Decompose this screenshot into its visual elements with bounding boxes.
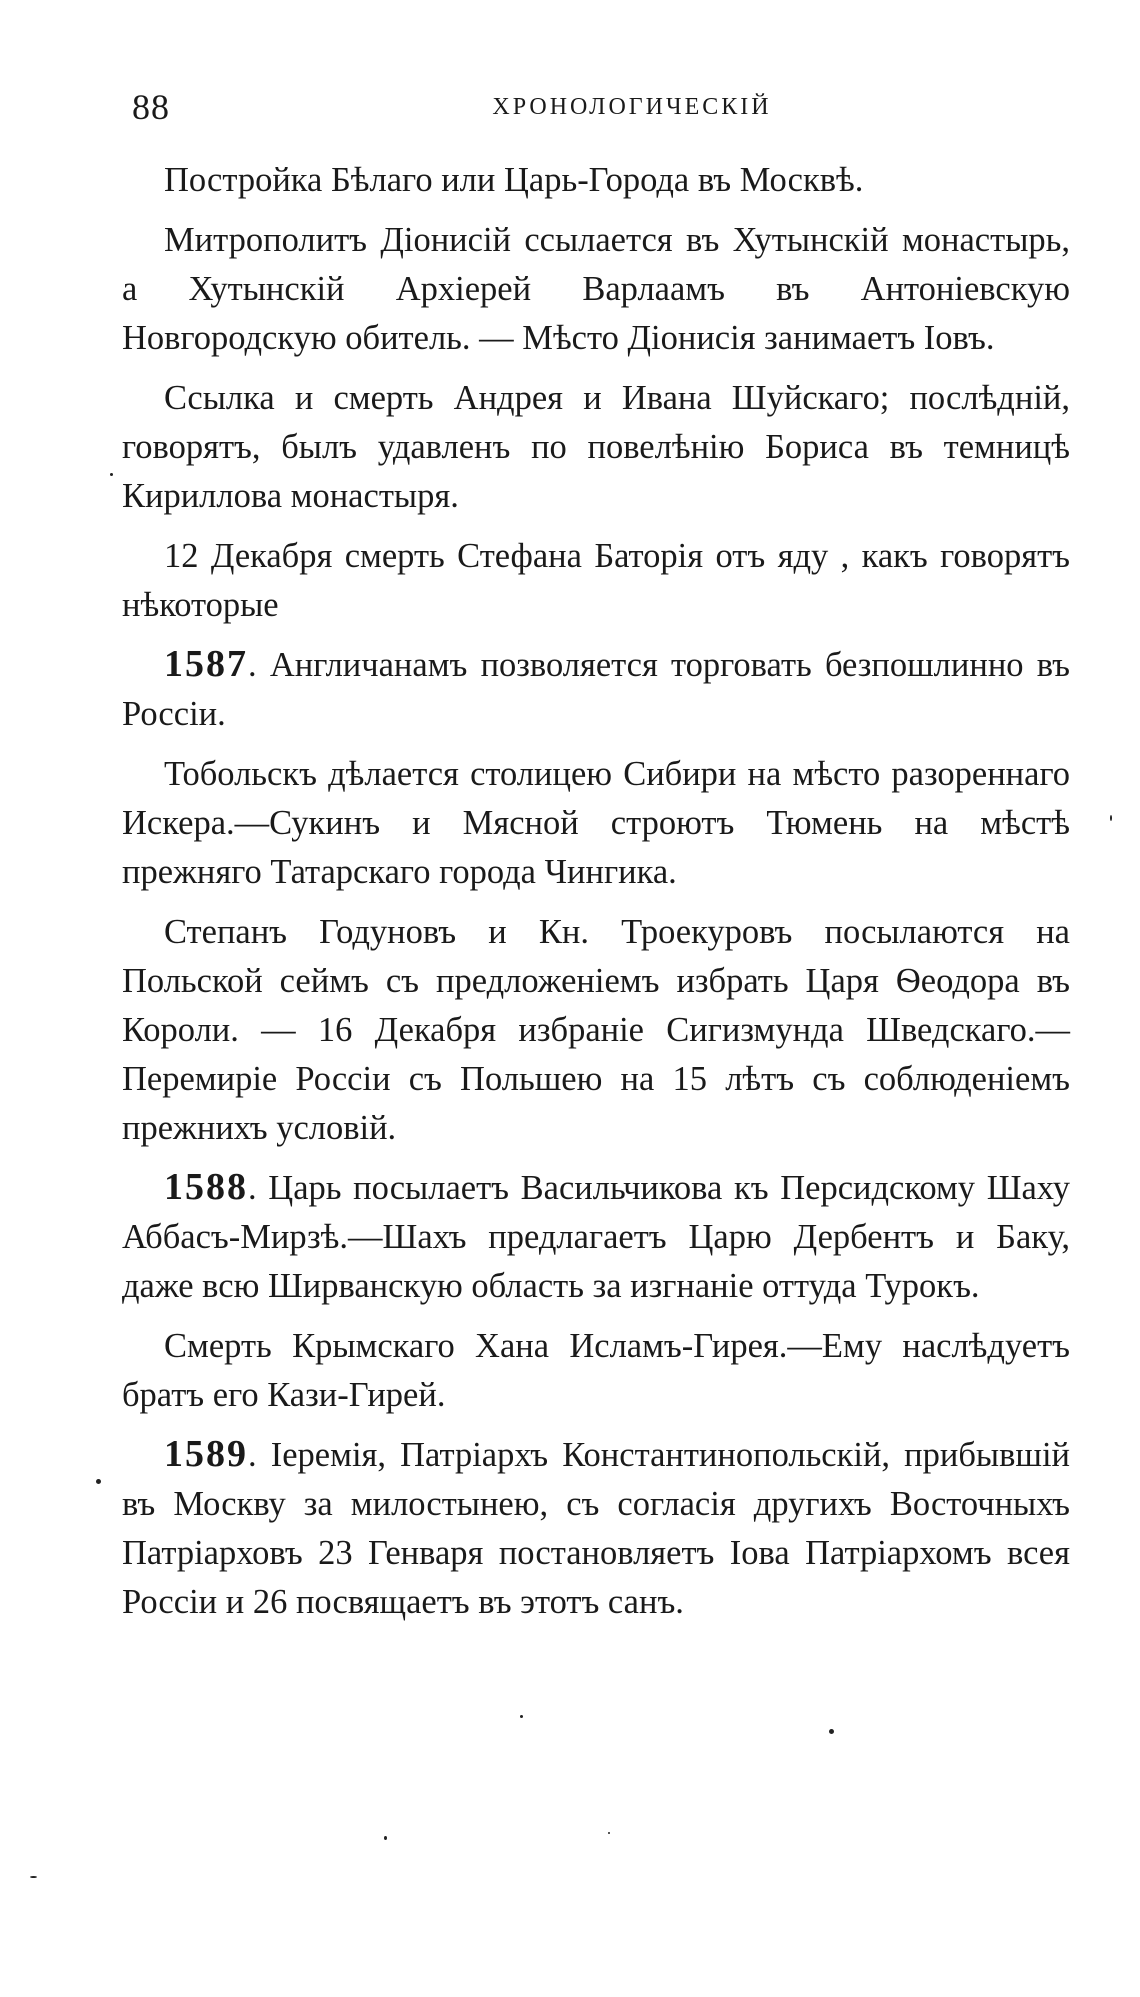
paragraph-text: 12 Декабря смерть Стефана Баторія отъ яду , какъ говорятъ нѣкоторые [122,537,1070,624]
page-number: 88 [132,87,170,127]
scan-speck [829,1729,834,1734]
paragraph-10 [122,1430,1070,1627]
scan-speck [110,473,113,476]
scan-speck [30,1876,37,1878]
scan-speck [520,1715,523,1718]
paragraph-3 [122,373,1070,521]
scan-speck [1110,815,1112,821]
page-header [132,86,1072,136]
paragraph-text: Тобольскъ дѣлается столицею Сибири на мѣсто разореннаго Искера.—Сукинъ и Мясной строютъ Тюмень на мѣстѣ прежняго Татарскаго города Чингика. [122,755,1070,891]
running-head: ХРОНОЛОГИЧЕСКІЙ [492,94,772,120]
scan-speck [608,1832,610,1834]
scan-speck [384,1836,387,1840]
year-heading: 1588 [164,1166,248,1208]
paragraph-text: . Англичанамъ позволяется торговать безпошлинно въ Россіи. [122,646,1070,733]
paragraph-7 [122,907,1070,1153]
year-heading: 1587 [164,643,248,685]
paragraph-text: Степанъ Годуновъ и Кн. Троекуровъ посылаются на Польской сеймъ съ предложеніемъ избрать Царя Ѳеодора въ Короли. — 16 Декабря избраніе Сигизмунда Шведскаго.—Перемиріе Россіи съ Польшею на 15 лѣтъ съ соблюденіемъ прежнихъ условій. [122,913,1070,1147]
paragraph-8 [122,1163,1070,1311]
paragraph-text: . Царь посылаетъ Васильчикова къ Персидскому Шаху Аббасъ-Мирзѣ.—Шахъ предлагаетъ Царю Дербентъ и Баку, даже всю Ширванскую область за изгнаніе оттуда Турокъ. [122,1169,1070,1305]
paragraph-5 [122,640,1070,739]
body-text [122,155,1070,1637]
paragraph-text: Ссылка и смерть Андрея и Ивана Шуйскаго; послѣдній, говорятъ, былъ удавленъ по повелѣнію Бориса въ темницѣ Кириллова монастыря. [122,379,1070,515]
paragraph-6 [122,749,1070,897]
paragraph-text: Постройка Бѣлаго или Царь-Города въ Москвѣ. [164,161,864,199]
paragraph-1 [122,155,1070,205]
paragraph-9 [122,1321,1070,1420]
paragraph-text: Митрополитъ Діонисій ссылается въ Хутынскій монастырь, а Хутынскій Архіерей Варлаамъ въ Антоніевскую Новгородскую обитель. — Мѣсто Діонисія занимаетъ Іовъ. [122,221,1070,357]
year-heading: 1589 [164,1433,248,1475]
paragraph-2 [122,215,1070,363]
paragraph-4 [122,531,1070,630]
scan-speck [96,1479,101,1484]
paragraph-text: Смерть Крымскаго Хана Исламъ-Гирея.—Ему наслѣдуетъ братъ его Кази-Гирей. [122,1327,1070,1414]
paragraph-text: . Іеремія, Патріархъ Константинопольскій, прибывшій въ Москву за милостынею, съ согласія другихъ Восточныхъ Патріарховъ 23 Генваря постановляетъ Іова Патріархомъ всея Россіи и 26 посвящаетъ въ этотъ санъ. [122,1436,1070,1621]
